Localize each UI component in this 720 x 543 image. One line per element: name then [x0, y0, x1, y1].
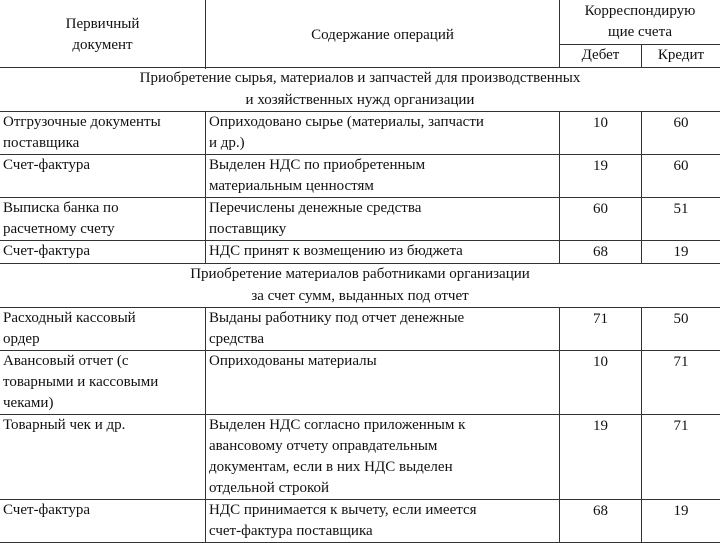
- column-header-credit: Кредит: [642, 44, 720, 67]
- column-header-accounts-line: Корреспондирую: [563, 1, 717, 22]
- operation-cell: [206, 415, 560, 500]
- operation-line: Выданы работнику под отчет денежные: [209, 308, 556, 329]
- primary-document-line: Отгрузочные документы: [3, 112, 202, 133]
- primary-document-line: Выписка банка по: [3, 198, 202, 219]
- debit-cell: 19: [560, 415, 642, 500]
- primary-document-line: Расходный кассовый: [3, 308, 202, 329]
- operation-line: счет-фактура поставщика: [209, 521, 556, 542]
- primary-document-line: ордер: [3, 329, 202, 350]
- credit-cell: 19: [642, 241, 720, 264]
- column-header-document-line: документ: [3, 35, 202, 56]
- operation-line: НДС принят к возмещению из бюджета: [209, 241, 556, 262]
- primary-document-cell: [0, 308, 206, 351]
- primary-document-line: Счет-фактура: [3, 500, 202, 521]
- primary-document-cell: [0, 112, 206, 155]
- debit-cell: 10: [560, 351, 642, 415]
- section-row: [0, 68, 720, 112]
- table-row: [0, 500, 720, 543]
- credit-cell: 51: [642, 198, 720, 241]
- credit-cell: 71: [642, 351, 720, 415]
- primary-document-cell: [0, 155, 206, 198]
- operation-line: Оприходованы материалы: [209, 351, 556, 372]
- operation-line: материальным ценностям: [209, 176, 556, 197]
- table-row: [0, 112, 720, 155]
- credit-cell: 50: [642, 308, 720, 351]
- primary-document-line: товарными и кассовыми: [3, 372, 202, 393]
- primary-document-cell: [0, 241, 206, 264]
- operation-line: средства: [209, 329, 556, 350]
- debit-cell: 19: [560, 155, 642, 198]
- debit-cell: 10: [560, 112, 642, 155]
- operation-cell: [206, 198, 560, 241]
- primary-document-line: Товарный чек и др.: [3, 415, 202, 436]
- operation-line: авансовому отчету оправдательным: [209, 436, 556, 457]
- debit-cell: 68: [560, 500, 642, 543]
- primary-document-line: Счет-фактура: [3, 155, 202, 176]
- operation-cell: [206, 351, 560, 415]
- debit-cell: 71: [560, 308, 642, 351]
- table-row: [0, 308, 720, 351]
- credit-cell: 60: [642, 112, 720, 155]
- primary-document-cell: [0, 198, 206, 241]
- primary-document-line: чеками): [3, 393, 202, 414]
- primary-document-line: Счет-фактура: [3, 241, 202, 262]
- section-title: [0, 264, 720, 308]
- table-row: [0, 198, 720, 241]
- table-row: [0, 155, 720, 198]
- table-row: [0, 351, 720, 415]
- primary-document-line: Авансовый отчет (с: [3, 351, 202, 372]
- primary-document-line: расчетному счету: [3, 219, 202, 240]
- section-row: [0, 264, 720, 308]
- column-header-document-line: Первичный: [3, 14, 202, 35]
- section-title-line: и хозяйственных нужд организации: [8, 90, 712, 112]
- section-title-line: за счет сумм, выданных под отчет: [8, 286, 712, 308]
- credit-cell: 71: [642, 415, 720, 500]
- operation-cell: [206, 112, 560, 155]
- primary-document-line: поставщика: [3, 133, 202, 154]
- operation-cell: [206, 241, 560, 264]
- operation-line: НДС принимается к вычету, если имеется: [209, 500, 556, 521]
- column-header-accounts: [560, 0, 720, 44]
- operation-line: Перечислены денежные средства: [209, 198, 556, 219]
- operation-line: Выделен НДС по приобретенным: [209, 155, 556, 176]
- table-row: [0, 415, 720, 500]
- operation-line: документам, если в них НДС выделен: [209, 457, 556, 478]
- primary-document-cell: [0, 415, 206, 500]
- operation-line: отдельной строкой: [209, 478, 556, 499]
- header-row: [0, 0, 720, 44]
- column-header-operations: Содержание операций: [206, 0, 560, 68]
- column-header-debit: Дебет: [560, 44, 642, 67]
- operation-line: Оприходовано сырье (материалы, запчасти: [209, 112, 556, 133]
- column-header-document: [0, 0, 206, 68]
- operation-line: Выделен НДС согласно приложенным к: [209, 415, 556, 436]
- operation-cell: [206, 500, 560, 543]
- credit-cell: 19: [642, 500, 720, 543]
- operation-cell: [206, 155, 560, 198]
- credit-cell: 60: [642, 155, 720, 198]
- operation-line: и др.): [209, 133, 556, 154]
- primary-document-cell: [0, 351, 206, 415]
- section-title-line: Приобретение материалов работниками организации: [8, 264, 712, 286]
- operation-line: поставщику: [209, 219, 556, 240]
- section-title-line: Приобретение сырья, материалов и запчастей для производственных: [8, 68, 712, 90]
- operation-cell: [206, 308, 560, 351]
- section-title: [0, 68, 720, 112]
- column-header-accounts-line: щие счета: [563, 22, 717, 43]
- table-row: [0, 241, 720, 264]
- debit-cell: 60: [560, 198, 642, 241]
- debit-cell: 68: [560, 241, 642, 264]
- primary-document-cell: [0, 500, 206, 543]
